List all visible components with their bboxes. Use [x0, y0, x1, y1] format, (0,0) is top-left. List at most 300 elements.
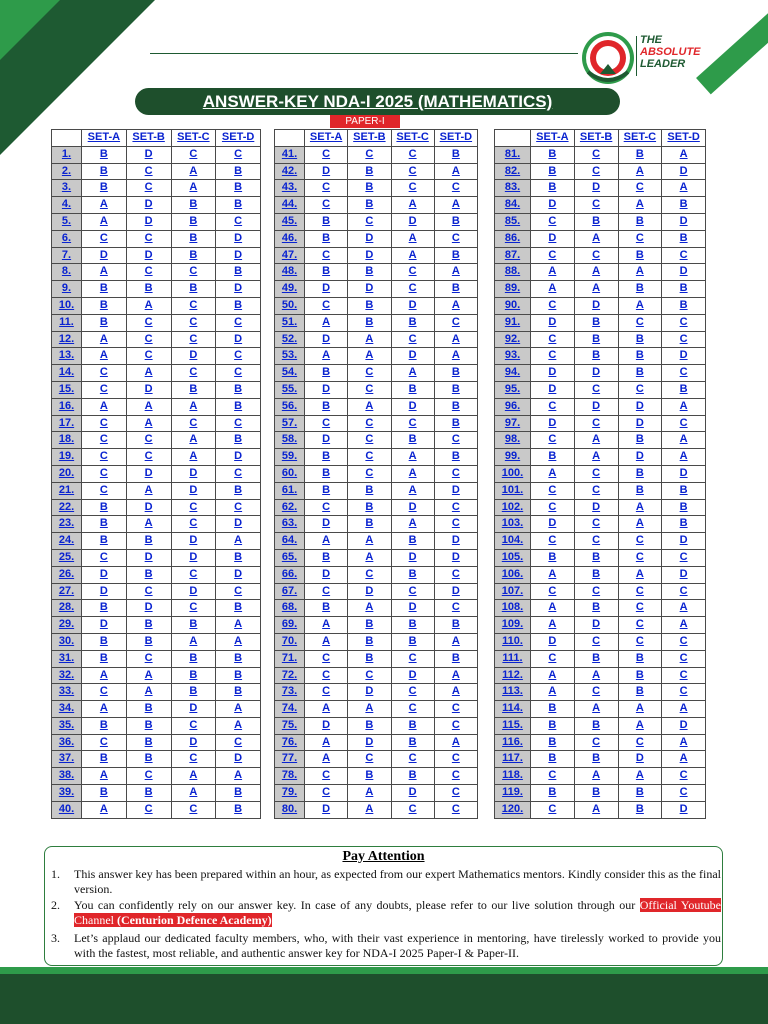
answer-cell: D — [391, 667, 434, 684]
answer-cell: C — [434, 314, 477, 331]
question-number: 70. — [275, 633, 305, 650]
answer-cell: D — [348, 281, 391, 298]
answer-cell: A — [531, 600, 575, 617]
table-row — [495, 365, 706, 382]
answer-cell: A — [434, 348, 477, 365]
answer-cell: C — [348, 566, 391, 583]
table-row — [52, 667, 261, 684]
answer-cell: A — [305, 533, 348, 550]
question-number: 80. — [275, 801, 305, 818]
answer-cell: A — [574, 801, 618, 818]
answer-cell: C — [126, 314, 171, 331]
question-number: 112. — [495, 667, 531, 684]
question-number: 113. — [495, 684, 531, 701]
answer-cell: B — [126, 533, 171, 550]
question-number: 22. — [52, 499, 82, 516]
answer-cell: C — [126, 449, 171, 466]
answer-cell: D — [305, 516, 348, 533]
answer-cell: B — [531, 751, 575, 768]
answer-cell: C — [574, 482, 618, 499]
answer-cell: D — [662, 348, 706, 365]
answer-cell: C — [434, 701, 477, 718]
answer-cell: C — [305, 197, 348, 214]
answer-cell: B — [305, 465, 348, 482]
question-number: 55. — [275, 381, 305, 398]
answer-cell: C — [216, 365, 261, 382]
table-row — [52, 734, 261, 751]
answer-cell: B — [126, 785, 171, 802]
answer-cell: A — [82, 667, 127, 684]
question-number: 7. — [52, 247, 82, 264]
table-row — [52, 533, 261, 550]
set-column-header: SET-B — [126, 130, 171, 147]
question-number: 115. — [495, 717, 531, 734]
table-row — [495, 415, 706, 432]
question-number: 94. — [495, 365, 531, 382]
table-row — [52, 701, 261, 718]
table-row — [52, 684, 261, 701]
answer-cell: C — [216, 314, 261, 331]
answer-cell: D — [434, 549, 477, 566]
answer-cell: B — [434, 449, 477, 466]
answer-cell: B — [434, 247, 477, 264]
answer-cell: B — [216, 650, 261, 667]
table-row — [495, 281, 706, 298]
answer-cell: A — [434, 667, 477, 684]
table-row — [495, 583, 706, 600]
answer-cell: D — [348, 684, 391, 701]
answer-cell: C — [618, 633, 662, 650]
table-row — [52, 617, 261, 634]
answer-cell: B — [618, 213, 662, 230]
question-number: 89. — [495, 281, 531, 298]
answer-cell: C — [662, 633, 706, 650]
table-row — [275, 264, 478, 281]
answer-cell: B — [216, 785, 261, 802]
answer-cell: C — [662, 667, 706, 684]
answer-cell: B — [171, 281, 216, 298]
answer-cell: C — [434, 785, 477, 802]
table-row — [275, 566, 478, 583]
answer-cell: D — [82, 566, 127, 583]
question-number: 44. — [275, 197, 305, 214]
answer-cell: A — [662, 617, 706, 634]
academy-logo — [580, 30, 636, 86]
answer-cell: C — [348, 415, 391, 432]
brand-divider — [636, 36, 637, 76]
answer-cell: D — [171, 482, 216, 499]
answer-cell: D — [126, 600, 171, 617]
question-number: 81. — [495, 146, 531, 163]
answer-cell: C — [531, 801, 575, 818]
answer-cell: B — [531, 163, 575, 180]
question-number: 100. — [495, 465, 531, 482]
answer-cell: A — [662, 600, 706, 617]
table-row — [495, 701, 706, 718]
answer-cell: B — [171, 213, 216, 230]
answer-cell: D — [348, 247, 391, 264]
answer-cell: C — [171, 516, 216, 533]
answer-cell: C — [434, 230, 477, 247]
table-row — [52, 163, 261, 180]
table-header-row — [275, 130, 478, 147]
answer-cell: C — [348, 432, 391, 449]
answer-cell: B — [391, 432, 434, 449]
note-text: Let’s applaud our dedicated faculty members, who, with their vast experience in mentoring, have tirelessly worked to provide you with the fastest, most reliable, and authentic answer key for NDA-I 2025 Paper-I & Paper-II. — [74, 931, 721, 960]
question-number: 52. — [275, 331, 305, 348]
answer-cell: C — [82, 482, 127, 499]
answer-cell: C — [216, 213, 261, 230]
answer-cell: B — [662, 197, 706, 214]
answer-cell: B — [391, 566, 434, 583]
answer-cell: B — [82, 499, 127, 516]
answer-cell: C — [82, 465, 127, 482]
answer-cell: A — [305, 751, 348, 768]
answer-cell: A — [531, 566, 575, 583]
page-title-text: ANSWER-KEY NDA-I 2025 (MATHEMATICS) — [202, 92, 553, 111]
answer-cell: B — [574, 348, 618, 365]
set-column-header: SET-C — [171, 130, 216, 147]
answer-cell: B — [391, 617, 434, 634]
answer-cell: B — [305, 549, 348, 566]
table-row — [275, 398, 478, 415]
table-row — [495, 163, 706, 180]
answer-cell: C — [662, 684, 706, 701]
answer-cell: B — [305, 230, 348, 247]
answer-cell: C — [126, 348, 171, 365]
answer-cell: D — [171, 465, 216, 482]
answer-cell: D — [531, 314, 575, 331]
question-number: 10. — [52, 297, 82, 314]
table-row — [275, 751, 478, 768]
answer-cell: A — [126, 667, 171, 684]
note-item-2 — [51, 898, 721, 928]
answer-cell: C — [305, 667, 348, 684]
footer-bar — [0, 974, 768, 1024]
answer-cell: C — [662, 331, 706, 348]
question-number: 27. — [52, 583, 82, 600]
answer-cell: C — [434, 768, 477, 785]
answer-cell: B — [126, 281, 171, 298]
question-number: 102. — [495, 499, 531, 516]
corner-decoration-light — [0, 0, 60, 60]
answer-cell: D — [305, 566, 348, 583]
answer-cell: C — [531, 533, 575, 550]
question-number: 46. — [275, 230, 305, 247]
table-row — [52, 785, 261, 802]
answer-cell: C — [82, 432, 127, 449]
answer-cell: B — [662, 281, 706, 298]
answer-cell: C — [82, 230, 127, 247]
answer-cell: A — [662, 180, 706, 197]
answer-cell: D — [305, 801, 348, 818]
answer-cell: D — [305, 281, 348, 298]
set-column-header: SET-A — [82, 130, 127, 147]
question-number: 2. — [52, 163, 82, 180]
note-number: 2. — [51, 898, 60, 912]
answer-cell: C — [348, 381, 391, 398]
table-row — [275, 381, 478, 398]
table-row — [52, 801, 261, 818]
youtube-channel-name: (Centurion Defence Academy) — [117, 913, 272, 927]
answer-cell: D — [531, 415, 575, 432]
brand-line-2: ABSOLUTE — [640, 46, 701, 58]
table-row — [52, 600, 261, 617]
answer-cell: D — [82, 617, 127, 634]
answer-cell: D — [391, 213, 434, 230]
answer-cell: C — [434, 751, 477, 768]
answer-cell: C — [618, 533, 662, 550]
answer-cell: C — [171, 365, 216, 382]
set-column-header: SET-B — [574, 130, 618, 147]
question-number: 78. — [275, 768, 305, 785]
answer-cell: B — [348, 314, 391, 331]
answer-cell: C — [171, 264, 216, 281]
answer-cell: C — [434, 180, 477, 197]
question-number: 14. — [52, 365, 82, 382]
answer-cell: B — [216, 163, 261, 180]
answer-cell: A — [391, 197, 434, 214]
answer-cell: D — [574, 365, 618, 382]
answer-cell: A — [305, 633, 348, 650]
table-row — [52, 247, 261, 264]
set-column-header: SET-C — [618, 130, 662, 147]
question-number: 110. — [495, 633, 531, 650]
answer-cell: C — [126, 163, 171, 180]
question-number: 95. — [495, 381, 531, 398]
answer-cell: A — [391, 449, 434, 466]
answer-cell: C — [305, 146, 348, 163]
answer-cell: C — [171, 331, 216, 348]
answer-cell: C — [305, 768, 348, 785]
answer-cell: B — [531, 180, 575, 197]
answer-cell: C — [348, 465, 391, 482]
answer-cell: B — [171, 381, 216, 398]
answer-cell: A — [305, 701, 348, 718]
table-row — [275, 684, 478, 701]
answer-cell: C — [391, 146, 434, 163]
answer-cell: C — [531, 482, 575, 499]
answer-cell: D — [216, 566, 261, 583]
answer-cell: A — [434, 163, 477, 180]
answer-cell: C — [391, 281, 434, 298]
answer-cell: A — [348, 600, 391, 617]
answer-cell: C — [662, 365, 706, 382]
answer-cell: B — [82, 281, 127, 298]
answer-cell: B — [662, 297, 706, 314]
answer-cell: B — [305, 600, 348, 617]
table-row — [275, 247, 478, 264]
table-row — [495, 465, 706, 482]
question-number: 53. — [275, 348, 305, 365]
answer-cell: C — [574, 415, 618, 432]
question-number: 17. — [52, 415, 82, 432]
answer-cell: B — [434, 281, 477, 298]
answer-cell: B — [434, 381, 477, 398]
answer-cell: D — [391, 398, 434, 415]
question-number: 86. — [495, 230, 531, 247]
table-row — [275, 667, 478, 684]
answer-cell: A — [531, 667, 575, 684]
answer-cell: C — [305, 180, 348, 197]
answer-cell: C — [216, 146, 261, 163]
answer-cell: B — [348, 717, 391, 734]
answer-cell: D — [216, 751, 261, 768]
answer-cell: B — [348, 516, 391, 533]
answer-cell: B — [171, 197, 216, 214]
answer-cell: C — [531, 348, 575, 365]
note-item-1 — [51, 867, 721, 897]
table-header-row — [52, 130, 261, 147]
table-row — [495, 247, 706, 264]
answer-cell: C — [434, 600, 477, 617]
table-row — [275, 785, 478, 802]
answer-cell: C — [305, 415, 348, 432]
answer-cell: C — [574, 684, 618, 701]
answer-cell: B — [348, 482, 391, 499]
answer-cell: D — [662, 566, 706, 583]
answer-cell: A — [126, 482, 171, 499]
answer-cell: C — [171, 600, 216, 617]
question-number: 37. — [52, 751, 82, 768]
answer-cell: D — [662, 533, 706, 550]
header-divider — [150, 53, 578, 54]
answer-cell: B — [348, 163, 391, 180]
answer-cell: B — [618, 432, 662, 449]
note-text-container — [74, 898, 721, 928]
answer-cell: C — [305, 499, 348, 516]
answer-cell: B — [126, 617, 171, 634]
question-number: 9. — [52, 281, 82, 298]
answer-cell: C — [305, 684, 348, 701]
question-number: 116. — [495, 734, 531, 751]
answer-cell: C — [82, 449, 127, 466]
answer-cell: C — [574, 163, 618, 180]
answer-cell: A — [391, 465, 434, 482]
answer-cell: B — [531, 449, 575, 466]
answer-cell: B — [574, 751, 618, 768]
answer-cell: B — [82, 297, 127, 314]
question-number: 31. — [52, 650, 82, 667]
answer-cell: C — [126, 432, 171, 449]
question-number: 26. — [52, 566, 82, 583]
answer-cell: B — [618, 348, 662, 365]
answer-cell: B — [574, 549, 618, 566]
answer-cell: D — [305, 717, 348, 734]
note-number: 3. — [51, 931, 60, 945]
table-row — [52, 146, 261, 163]
answer-cell: C — [391, 264, 434, 281]
answer-cell: A — [574, 264, 618, 281]
answer-cell: C — [171, 314, 216, 331]
answer-cell: C — [171, 751, 216, 768]
answer-cell: B — [618, 650, 662, 667]
answer-cell: B — [216, 600, 261, 617]
table-row — [52, 197, 261, 214]
question-number: 96. — [495, 398, 531, 415]
answer-cell: C — [348, 751, 391, 768]
answer-cell: A — [618, 717, 662, 734]
table-row — [495, 381, 706, 398]
question-number: 8. — [52, 264, 82, 281]
question-number: 59. — [275, 449, 305, 466]
set-column-header: SET-A — [305, 130, 348, 147]
answer-cell: C — [531, 499, 575, 516]
answer-cell: B — [618, 331, 662, 348]
youtube-channel-label: Official Youtube Channel — [74, 898, 722, 927]
question-number: 109. — [495, 617, 531, 634]
answer-cell: B — [216, 197, 261, 214]
answer-cell: B — [171, 667, 216, 684]
question-number: 39. — [52, 785, 82, 802]
answer-cell: A — [82, 398, 127, 415]
table-row — [275, 297, 478, 314]
answer-cell: B — [531, 549, 575, 566]
question-number: 50. — [275, 297, 305, 314]
answer-cell: B — [618, 785, 662, 802]
table-row — [275, 533, 478, 550]
answer-cell: B — [305, 365, 348, 382]
answer-cell: C — [434, 717, 477, 734]
answer-cell: D — [305, 163, 348, 180]
answer-cell: C — [618, 549, 662, 566]
table-row — [495, 297, 706, 314]
question-number: 18. — [52, 432, 82, 449]
question-number: 93. — [495, 348, 531, 365]
answer-cell: B — [662, 516, 706, 533]
answer-cell: C — [82, 365, 127, 382]
question-number: 69. — [275, 617, 305, 634]
answer-cell: A — [82, 801, 127, 818]
table-row — [52, 516, 261, 533]
answer-cell: B — [126, 734, 171, 751]
table-row — [275, 465, 478, 482]
answer-cell: D — [531, 197, 575, 214]
answer-cell: A — [82, 768, 127, 785]
question-number: 47. — [275, 247, 305, 264]
question-number: 51. — [275, 314, 305, 331]
answer-cell: C — [531, 331, 575, 348]
answer-cell: A — [531, 264, 575, 281]
table-row — [495, 533, 706, 550]
answer-cell: B — [391, 533, 434, 550]
question-number: 56. — [275, 398, 305, 415]
table-row — [52, 482, 261, 499]
answer-cell: B — [216, 398, 261, 415]
answer-cell: C — [216, 415, 261, 432]
answer-cell: A — [305, 314, 348, 331]
table-row — [275, 415, 478, 432]
question-number: 61. — [275, 482, 305, 499]
answer-cell: D — [574, 297, 618, 314]
answer-cell: D — [171, 734, 216, 751]
question-number: 88. — [495, 264, 531, 281]
answer-cell: C — [434, 516, 477, 533]
answer-cell: D — [618, 415, 662, 432]
answer-cell: D — [126, 549, 171, 566]
answer-cell: B — [391, 633, 434, 650]
answer-table-3 — [494, 129, 706, 819]
answer-cell: C — [662, 785, 706, 802]
answer-cell: B — [348, 617, 391, 634]
question-number: 21. — [52, 482, 82, 499]
question-number: 87. — [495, 247, 531, 264]
table-row — [495, 667, 706, 684]
answer-cell: C — [391, 415, 434, 432]
answer-cell: B — [126, 717, 171, 734]
answer-cell: A — [216, 717, 261, 734]
answer-cell: D — [305, 381, 348, 398]
